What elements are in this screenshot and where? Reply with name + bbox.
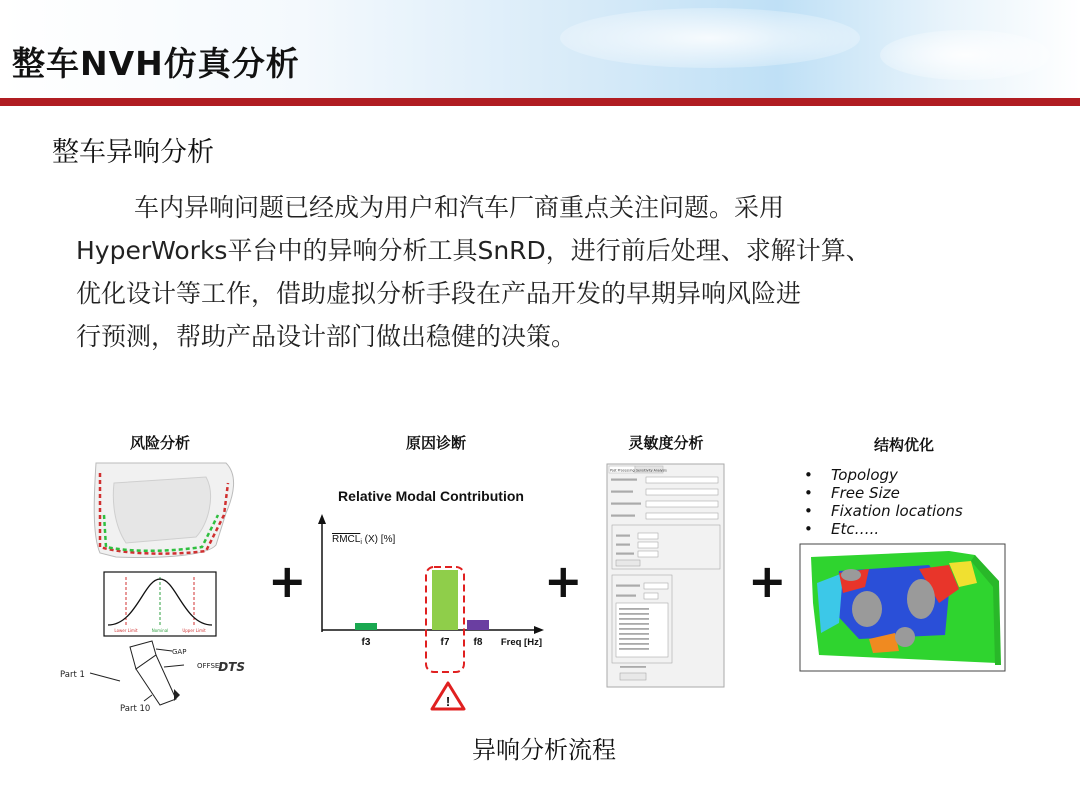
offset-text: OFFSET [197, 662, 224, 670]
form-field [646, 489, 718, 495]
analysis-button [620, 673, 646, 680]
risk-analysis-label: 风险分析 [129, 434, 190, 452]
list-item-text: Free Size [831, 484, 900, 502]
cutout-hole [895, 627, 915, 647]
form-field [644, 583, 668, 589]
paragraph-line: 行预测，帮助产品设计部门做出稳健的决策。 [76, 322, 577, 351]
form-field [646, 477, 718, 483]
list-item [804, 502, 1004, 520]
bar-f8 [467, 620, 489, 630]
plus-sign: + [544, 554, 583, 608]
optimization-contour-plot [799, 543, 1007, 673]
paragraph-line: 车内异响问题已经成为用户和汽车厂商重点关注问题。采用 [134, 193, 785, 222]
form-field [638, 542, 658, 548]
list-row [619, 638, 649, 640]
list-row [619, 628, 649, 630]
optimization-list [804, 466, 1004, 538]
dts-text: DTS [218, 660, 245, 674]
plus-sign: + [748, 554, 787, 608]
tab-label: Sensitivity Analysis [636, 468, 667, 473]
apply-button [616, 560, 640, 566]
tick-label-f8: f8 [473, 637, 483, 648]
part1-leader [90, 673, 120, 681]
paragraph-line: HyperWorks平台中的异响分析工具SnRD，进行前后处理、求解计算、 [76, 236, 871, 265]
chart-bars [355, 567, 489, 672]
cause-diagnosis-label: 原因诊断 [405, 434, 466, 452]
nominal-text: Nominal [151, 628, 169, 633]
tab-label: Post Processing [610, 468, 635, 473]
page-title: 整车NVH仿真分析 [12, 44, 300, 83]
cutout-hole [841, 569, 861, 581]
sensitivity-dialog [606, 463, 726, 689]
y-axis-label-tail: (X) [%] [361, 534, 396, 545]
gap-leader [156, 649, 172, 651]
list-row [619, 608, 649, 610]
risk-analysis-figure [56, 455, 256, 720]
form-label [611, 491, 633, 493]
bar-f3 [355, 623, 377, 630]
form-label [616, 595, 636, 597]
bullet: • [804, 484, 813, 502]
checkbox-label [620, 666, 646, 668]
body-paragraph [76, 186, 996, 358]
form-label [616, 585, 640, 587]
lower-limit-text: Lower Limit [114, 628, 138, 633]
form-field [646, 501, 718, 507]
list-row [619, 633, 649, 635]
list-item [804, 484, 1004, 502]
form-label [616, 535, 630, 537]
modal-contribution-chart [310, 480, 550, 720]
tick-label-f7: f7 [440, 637, 450, 648]
upper-limit-text: Upper Limit [182, 628, 206, 633]
form-field [646, 513, 718, 519]
form-label [611, 479, 637, 481]
banner-cloud [560, 8, 860, 68]
y-axis-arrow-icon [318, 514, 326, 524]
form-label [611, 515, 635, 517]
part10-text: Part 10 [120, 704, 151, 714]
section-title: 整车异响分析 [52, 137, 214, 168]
offset-arrow-icon [174, 689, 180, 701]
part10-leader [144, 695, 152, 701]
part1-text: Part 1 [60, 670, 85, 680]
bullet: • [804, 466, 813, 484]
form-label [611, 503, 641, 505]
y-axis-label [332, 534, 395, 546]
door-inner-shape [113, 477, 210, 543]
list-item [804, 466, 1004, 484]
x-axis-arrow-icon [534, 626, 544, 634]
tick-label-f3: f3 [361, 637, 371, 648]
bullet: • [804, 502, 813, 520]
y-axis-label-sub: i [360, 539, 362, 546]
gap-text: GAP [172, 648, 187, 656]
warning-mark: ! [445, 694, 451, 709]
bullet: • [804, 520, 813, 538]
paragraph-line: 优化设计等工作，借助虚拟分析手段在产品开发的早期异响风险进 [76, 279, 802, 308]
form-label [616, 544, 630, 546]
list-item-text: Topology [831, 466, 898, 484]
banner-cloud [880, 30, 1050, 80]
x-axis-label: Freq [Hz] [500, 637, 542, 648]
header-divider [0, 98, 1080, 106]
list-row [619, 643, 649, 645]
list-row [619, 623, 649, 625]
form-field [638, 551, 658, 557]
offset-leader [164, 665, 184, 667]
cutout-hole [907, 579, 935, 619]
list-item-text: Etc….. [831, 520, 880, 538]
list-row [619, 613, 649, 615]
figure-caption: 异响分析流程 [472, 736, 616, 764]
form-label [616, 553, 634, 555]
plus-sign: + [268, 554, 307, 608]
list-item-text: Fixation locations [831, 502, 963, 520]
list-row [619, 618, 649, 620]
bar-f7 [432, 570, 458, 630]
cutout-hole [852, 591, 882, 627]
structure-optimization-label: 结构优化 [873, 436, 934, 454]
list-item [804, 520, 1004, 538]
sensitivity-analysis-label: 灵敏度分析 [628, 434, 704, 452]
list-row [619, 648, 649, 650]
y-axis-label-main: RMCL [332, 534, 361, 545]
form-field [644, 593, 658, 599]
form-field [638, 533, 658, 539]
chart-title: Relative Modal Contribution [338, 488, 524, 504]
